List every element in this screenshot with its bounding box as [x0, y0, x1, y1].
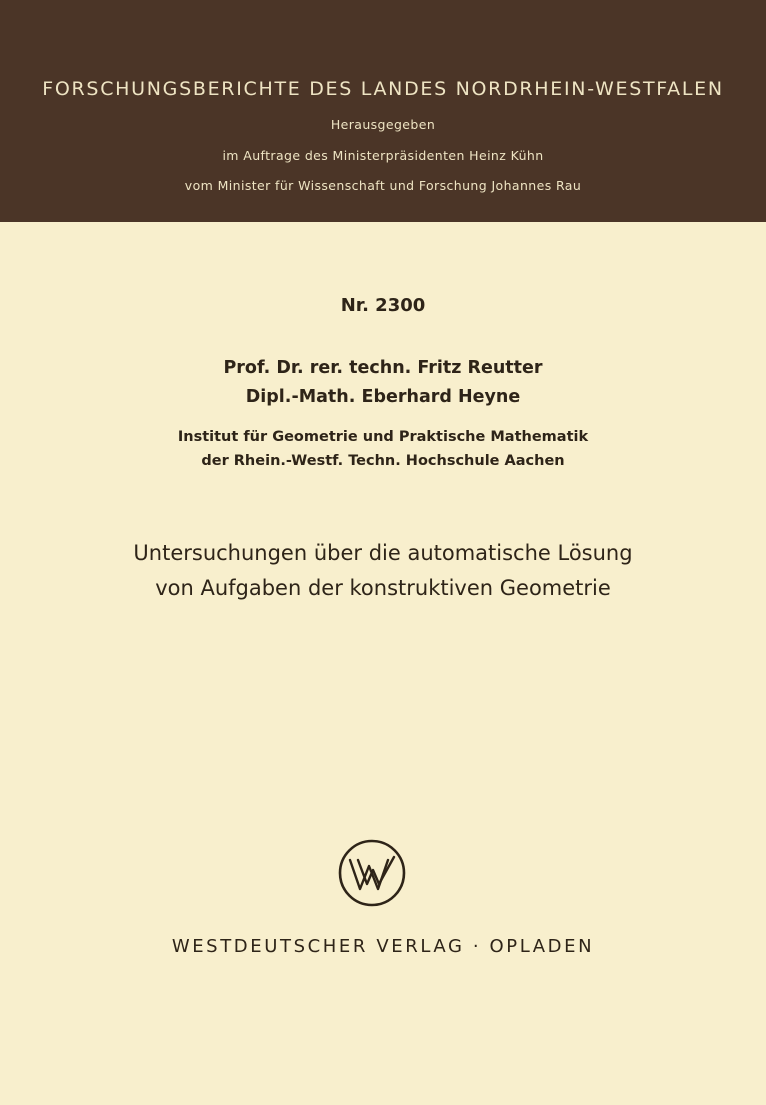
report-title-line-2: von Aufgaben der konstruktiven Geometrie: [155, 576, 611, 600]
institution-line-2: der Rhein.-Westf. Techn. Hochschule Aachen: [201, 453, 565, 469]
author-1: Prof. Dr. rer. techn. Fritz Reutter: [223, 358, 543, 378]
minister-line: vom Minister für Wissenschaft und Forschung Johannes Rau: [184, 178, 582, 193]
wv-monogram-logo: [337, 838, 407, 908]
publisher-name: WESTDEUTSCHER VERLAG · OPLADEN: [171, 936, 595, 957]
header-band: [0, 0, 766, 222]
editor-line: Herausgegeben: [330, 117, 436, 132]
series-title: FORSCHUNGSBERICHTE DES LANDES NORDRHEIN-WESTFALEN: [42, 78, 724, 100]
report-title-line-1: Untersuchungen über die automatische Lösung: [133, 541, 633, 565]
author-2: Dipl.-Math. Eberhard Heyne: [245, 387, 521, 407]
institution-line-1: Institut für Geometrie und Praktische Mathematik: [177, 429, 589, 445]
report-number: Nr. 2300: [340, 295, 426, 316]
commission-line: im Auftrage des Ministerpräsidenten Heinz Kühn: [222, 148, 544, 163]
